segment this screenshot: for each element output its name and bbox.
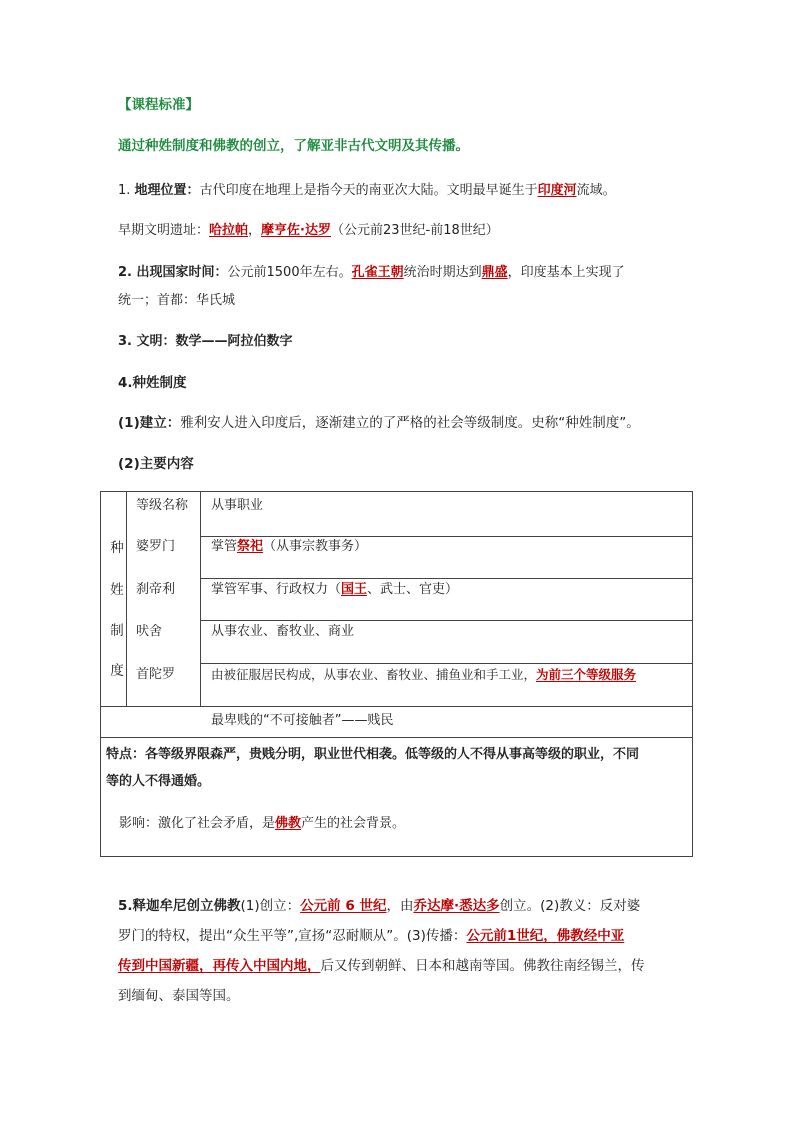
item-number: 1. [118,183,131,198]
curriculum-standard: 通过种姓制度和佛教的创立，了解亚非古代文明及其传播。 [118,138,469,154]
job-kshatriya [211,581,458,599]
civilization-line [118,333,293,351]
untouchable-row: 最卑贱的“不可接触者”——贱民 [211,713,394,728]
table-divider [101,706,692,707]
job-text: 掌管 [211,539,238,554]
impact-text: 产生的社会背景。 [301,816,406,831]
buddhism-text: ，由 [386,898,414,914]
geo-text: 古代印度在地理上是指今天的南亚次大陆。文明最早诞生于 [199,183,538,198]
table-divider [200,620,692,621]
job-keyword: 为前三个等级服务 [536,667,637,682]
state-title: 2. 出现国家时间： [118,265,228,280]
ruins-paragraph [118,222,499,240]
geo-title: 地理位置： [134,183,200,198]
buddhism-text: 罗门的特权，提出“众生平等”,宣扬“忍耐顺从”。(3)传播： [118,928,467,944]
establish-text: 雅利安人进入印度后，逐渐建立的了严格的社会等级制度。史称“种姓制度”。 [180,415,640,431]
capital-line: 统一；首都：华氏城 [118,293,236,308]
impact-line [119,815,405,833]
rank-shudra: 首陀罗 [136,667,176,682]
job-text: 掌管军事、行政权力（ [211,582,342,597]
impact-text: 影响：激化了社会矛盾，是 [119,816,276,831]
side-char: 度 [110,663,124,679]
caste-establish [118,414,640,432]
ruins-period: （公元前23世纪-前18世纪） [331,223,499,238]
job-text: 、武士、官吏） [367,582,459,597]
table-divider [200,536,692,537]
state-mid: 统治时期达到 [403,265,482,280]
founding-time: 公元前 6 世纪 [300,898,387,914]
founder-name: 乔达摩·悉达多 [413,898,500,914]
rank-vaishya: 吠舍 [136,624,163,639]
site-harappa: 哈拉帕 [209,223,249,238]
buddhism-text: 到缅甸、泰国等国。 [118,988,240,1004]
state-paragraph [118,264,625,282]
rank-kshatriya: 刹帝利 [136,582,176,597]
feature-line-1: 特点：各等级界限森严，贵贱分明，职业世代相袭。低等级的人不得从事高等级的职业，不同 [106,747,640,762]
ruins-prefix: 早期文明遗址： [118,223,210,238]
peak-keyword: 鼎盛 [481,265,508,280]
side-char: 姓 [110,582,124,598]
job-shudra [211,666,636,684]
caste-table [100,491,693,857]
buddhism-text: 后又传到朝鲜、日本和越南等国。佛教往南经锡兰，传 [320,958,645,974]
job-vaishya: 从事农业、畜牧业、商业 [211,624,355,639]
dynasty-keyword: 孔雀王朝 [351,265,404,280]
section-label: 【课程标准】 [118,97,199,113]
buddhism-paragraph [118,891,698,1011]
rank-brahmin: 婆罗门 [136,539,176,554]
table-divider [200,663,692,664]
spread-keyword: 公元前1世纪，佛教经中亚 [466,928,625,944]
job-keyword: 国王 [341,582,368,597]
job-text: （从事宗教事务） [263,539,368,554]
buddhism-text: (1)创立： [240,898,301,914]
impact-keyword: 佛教 [275,816,302,831]
side-char: 种 [110,540,124,556]
geo-paragraph [118,182,616,200]
spread-keyword: 传到中国新疆，再传入中国内地， [118,958,321,974]
table-divider [101,737,692,738]
header-rank: 等级名称 [136,498,189,513]
job-text: 由被征服居民构成，从事农业、畜牧业、捕鱼业和手工业， [211,667,537,682]
separator: ， [248,223,262,238]
header-job: 从事职业 [211,498,264,513]
river-keyword: 印度河 [537,183,577,198]
job-keyword: 祭祀 [237,539,264,554]
establish-title: (1)建立： [118,415,181,431]
feature-line-2: 等的人不得通婚。 [106,774,211,789]
table-divider [200,492,201,706]
geo-tail: 流域。 [576,183,616,198]
job-brahmin [211,538,367,556]
civilization-title: 3. 文明： [118,334,176,349]
civilization-text: 数学——阿拉伯数字 [175,334,293,349]
caste-title: 4.种姓制度 [118,375,187,391]
buddhism-text: 创立。(2)教义：反对婆 [499,898,641,914]
site-mohenjodaro: 摩亨佐·达罗 [261,223,331,238]
side-char: 制 [110,623,124,639]
buddhism-title: 5.释迦牟尼创立佛教 [118,898,241,914]
state-text: 公元前1500年左右。 [227,265,352,280]
caste-content-title: (2)主要内容 [118,456,194,472]
state-tail: ，印度基本上实现了 [507,265,625,280]
table-divider [200,578,692,579]
